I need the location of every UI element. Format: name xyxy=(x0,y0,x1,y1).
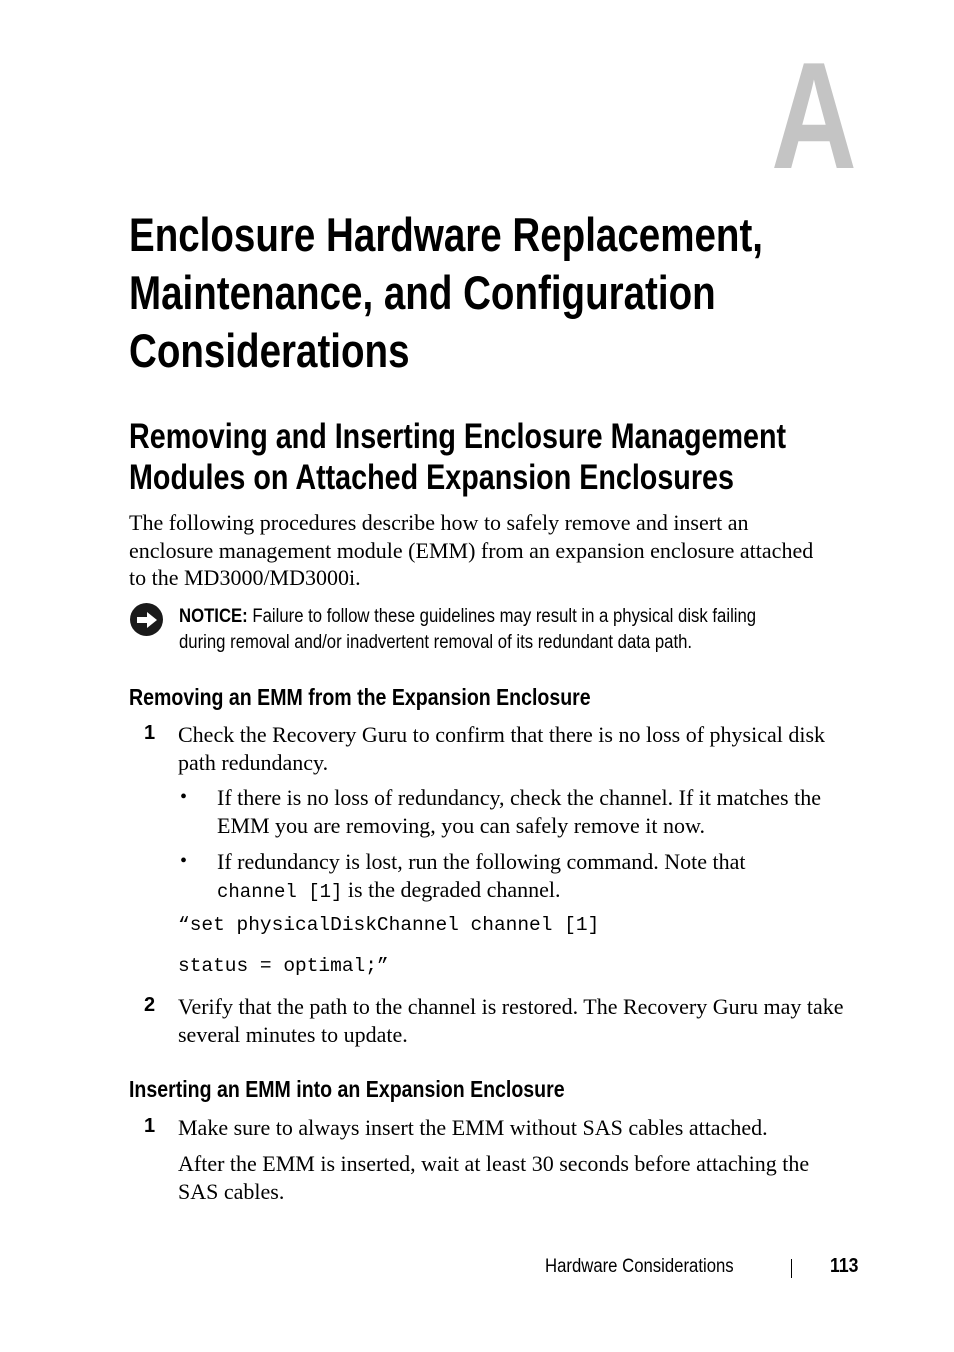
notice-label: NOTICE: xyxy=(179,606,248,627)
footer-section-name: Hardware Considerations xyxy=(545,1256,734,1277)
section-title-line: Removing and Inserting Enclosure Management xyxy=(129,417,787,456)
inserting-heading: Inserting an EMM into an Expansion Enclosure xyxy=(129,1076,565,1102)
notice-arrow-icon xyxy=(130,603,163,636)
removing-bullet-2 xyxy=(217,848,851,906)
removing-heading: Removing an EMM from the Expansion Enclosure xyxy=(129,684,591,710)
inserting-step-1-number: 1 xyxy=(144,1115,156,1137)
command-line-2: status = optimal;” xyxy=(178,955,389,977)
bullet-marker: • xyxy=(180,786,188,808)
notice-line-2: during removal and/or inadvertent removal of its redundant data path. xyxy=(179,632,693,653)
removing-step-1-text: Check the Recovery Guru to confirm that there is no loss of physical disk path redundancy. xyxy=(178,722,826,775)
removing-step-2-text: Verify that the path to the channel is restored. The Recovery Guru may take several minutes to update. xyxy=(178,994,844,1047)
footer-divider xyxy=(791,1259,792,1278)
removing-step-2-number: 2 xyxy=(144,994,156,1016)
removing-bullet-1: If there is no loss of redundancy, check the channel. If it matches the EMM you are removing, you can safely remove it now. xyxy=(217,785,821,838)
bullet-marker: • xyxy=(180,850,188,872)
chapter-title-line: Considerations xyxy=(129,324,410,377)
inserting-step-1-text: Make sure to always insert the EMM without SAS cables attached. xyxy=(178,1115,768,1140)
notice-text xyxy=(179,604,756,656)
removing-step-1-number: 1 xyxy=(144,722,156,744)
section-title xyxy=(129,416,786,498)
appendix-letter: A xyxy=(771,31,857,201)
section-title-line: Modules on Attached Expansion Enclosures xyxy=(129,458,734,497)
command-line-1: “set physicalDiskChannel channel [1] xyxy=(178,914,600,936)
bullet-2-text: If redundancy is lost, run the following command. Note that xyxy=(217,849,746,874)
chapter-title xyxy=(129,206,763,380)
chapter-title-line: Enclosure Hardware Replacement, xyxy=(129,208,764,261)
page-number: 113 xyxy=(830,1255,859,1277)
channel-code: channel [1] xyxy=(217,880,343,903)
intro-paragraph: The following procedures describe how to safely remove and insert an enclosure management module (EMM) from an expansion enclosure attached to the MD3000/MD3000i. xyxy=(129,510,814,590)
bullet-2-suffix: is the degraded channel. xyxy=(342,876,561,902)
chapter-title-line: Maintenance, and Configuration xyxy=(129,266,716,319)
notice-line-1: Failure to follow these guidelines may result in a physical disk failing xyxy=(252,606,757,627)
inserting-step-1-followup: After the EMM is inserted, wait at least 30 seconds before attaching the SAS cables. xyxy=(178,1151,810,1204)
